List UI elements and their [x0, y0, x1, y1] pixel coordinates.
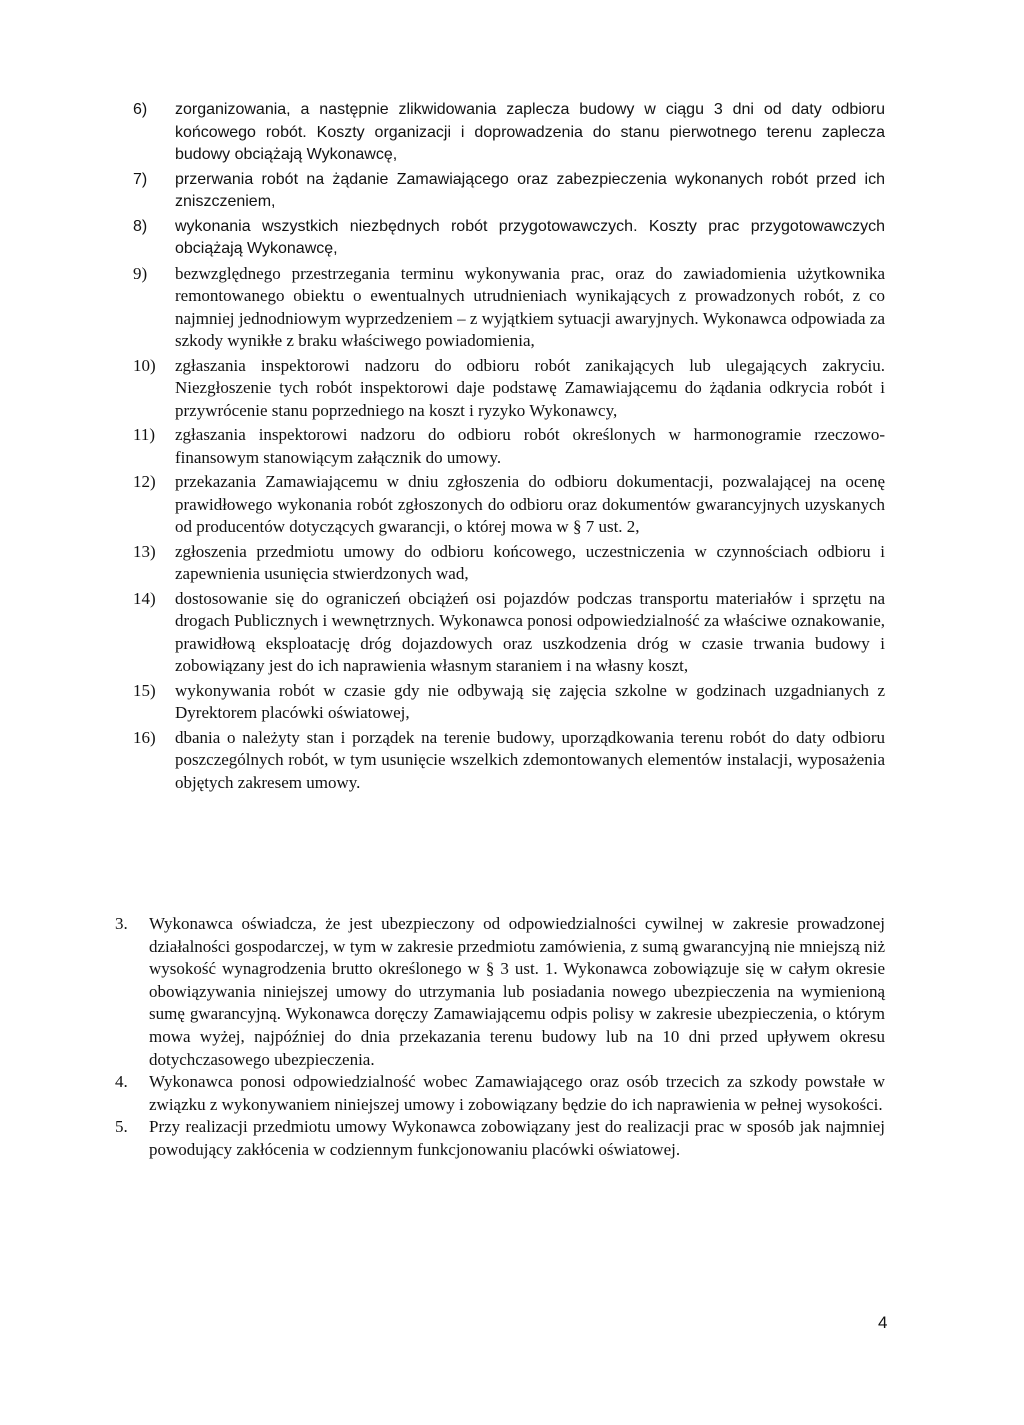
item-number: 11): [133, 425, 156, 444]
clause-item: [115, 1116, 885, 1161]
list-item: [133, 216, 885, 261]
item-number: 7): [133, 170, 148, 188]
item-text: przekazania Zamawiającemu w dniu zgłoszenia do odbioru dokumentacji, pozwalającej na ocenę prawidłowego wykonania robót zgłoszonych do odbioru oraz dokumentów gwarancyjnych uzyskanych od producentów dotyczących gwarancji, o której mowa w § 7 ust. 2,: [175, 472, 885, 536]
clause-item: [115, 1071, 885, 1116]
list-item: [133, 99, 885, 167]
item-text: wykonania wszystkich niezbędnych robót przygotowawczych. Koszty prac przygotowawczych obciążają Wykonawcę,: [175, 217, 885, 257]
list-item: [133, 471, 885, 539]
clause-text: Przy realizacji przedmiotu umowy Wykonawca zobowiązany jest do realizacji prac w sposób jak najmniej powodujący zakłócenia w codziennym funkcjonowaniu placówki oświatowej.: [149, 1117, 885, 1159]
item-number: 15): [133, 680, 156, 700]
clause-number: 3.: [115, 914, 128, 933]
item-text: dbania o należyty stan i porządek na terenie budowy, uporządkowania terenu robót do daty odbioru poszczególnych robót, w tym usunięcie wszelkich zdemontowanych elementów instalacji, wyposażenia objętych zakresem umowy.: [175, 727, 885, 792]
list-item: [133, 588, 885, 678]
item-number: 13): [133, 541, 156, 561]
item-number: 16): [133, 727, 156, 747]
item-number: 6): [133, 101, 148, 118]
item-text: przerwania robót na żądanie Zamawiającego oraz zabezpieczenia wykonanych robót przed ich zniszczeniem,: [175, 170, 885, 210]
list-item: [133, 355, 885, 423]
list-item: [133, 727, 885, 795]
item-number: 9): [133, 263, 148, 283]
list-item: [133, 169, 885, 214]
item-text: bezwzględnego przestrzegania terminu wykonywania prac, oraz do zawiadomienia użytkownika remontowanego obiektu o ewentualnych utrudnieniach wynikających z prowadzonych robót, z co najmniej jednodniowym wyprzedzeniem – z wyjątkiem sytuacji awaryjnych. Wykonawca odpowiada za szkody wynikłe z braku właściwego powiadomienia,: [175, 263, 885, 350]
item-text: zgłaszania inspektorowi nadzoru do odbioru robót zanikających lub ulegających zakryciu. Niezgłoszenie tych robót inspektorowi daje podstawę Zamawiającemu do żądania odkrycia robót i przywrócenie stanu poprzedniego na koszt i ryzyko Wykonawcy,: [175, 355, 885, 420]
list-item: [133, 424, 885, 469]
clause-number: 4.: [115, 1072, 128, 1092]
item-number: 14): [133, 588, 156, 608]
list-item: [133, 680, 885, 725]
clause-item: [115, 913, 885, 1071]
clause-text: Wykonawca ponosi odpowiedzialność wobec Zamawiającego oraz osób trzecich za szkody powstałe w związku z wykonywaniem niniejszej umowy i zobowiązany będzie do ich naprawienia w pełnej wysokości.: [149, 1072, 885, 1114]
item-text: dostosowanie się do ograniczeń obciążeń osi pojazdów podczas transportu materiałów i sprzętu na drogach Publicznych i wewnętrznych. Wykonawca ponosi odpowiedzialność za właściwe oznakowanie, prawidłową eksploatację dróg dojazdowych oraz uszkodzenia dróg w czasie trwania budowy i zobowiązany jest do ich naprawienia własnym staraniem i na własny koszt,: [175, 588, 885, 675]
item-text: zorganizowania, a następnie zlikwidowania zaplecza budowy w ciągu 3 dni od daty odbioru końcowego robót. Koszty organizacji i doprowadzenia do stanu pierwotnego terenu zaplecza budowy obciążają Wykonawcę,: [175, 101, 885, 163]
item-number: 10): [133, 355, 156, 375]
item-text: zgłoszenia przedmiotu umowy do odbioru końcowego, uczestniczenia w czynnościach odbioru i zapewnienia usunięcia stwierdzonych wad,: [175, 541, 885, 583]
item-number: 8): [133, 217, 148, 235]
item-text: zgłaszania inspektorowi nadzoru do odbioru robót określonych w harmonogramie rzeczowo-finansowym stanowiącym załącznik do umowy.: [175, 425, 885, 467]
page-number: 4: [878, 1313, 888, 1332]
item-text: wykonywania robót w czasie gdy nie odbywają się zajęcia szkolne w godzinach uzgadnianych z Dyrektorem placówki oświatowej,: [175, 680, 885, 722]
obligations-sub-list: [133, 99, 885, 796]
clause-number: 5.: [115, 1117, 128, 1137]
contract-clauses-list: [115, 913, 885, 1162]
item-number: 12): [133, 472, 156, 491]
list-item: [133, 541, 885, 586]
clause-text: Wykonawca oświadcza, że jest ubezpieczony od odpowiedzialności cywilnej w zakresie prowadzonej działalności gospodarczej, w tym w zakresie przedmiotu zamówienia, z sumą gwarancyjną nie mniejszą niż wysokość wynagrodzenia brutto określonego w § 3 ust. 1. Wykonawca zobowiązuje się w całym okresie obowiązywania niniejszej umowy do utrzymania lub posiadania nowego ubezpieczenia na wymienioną sumę gwarancyjną. Wykonawca doręczy Zamawiającemu odpis polisy w zakresie ubezpieczenia, o którym mowa wyżej, najpóźniej do dnia przekazania terenu budowy lub na 10 dni przed upływem okresu dotychczasowego ubezpieczenia.: [149, 914, 885, 1069]
list-item: [133, 263, 885, 353]
